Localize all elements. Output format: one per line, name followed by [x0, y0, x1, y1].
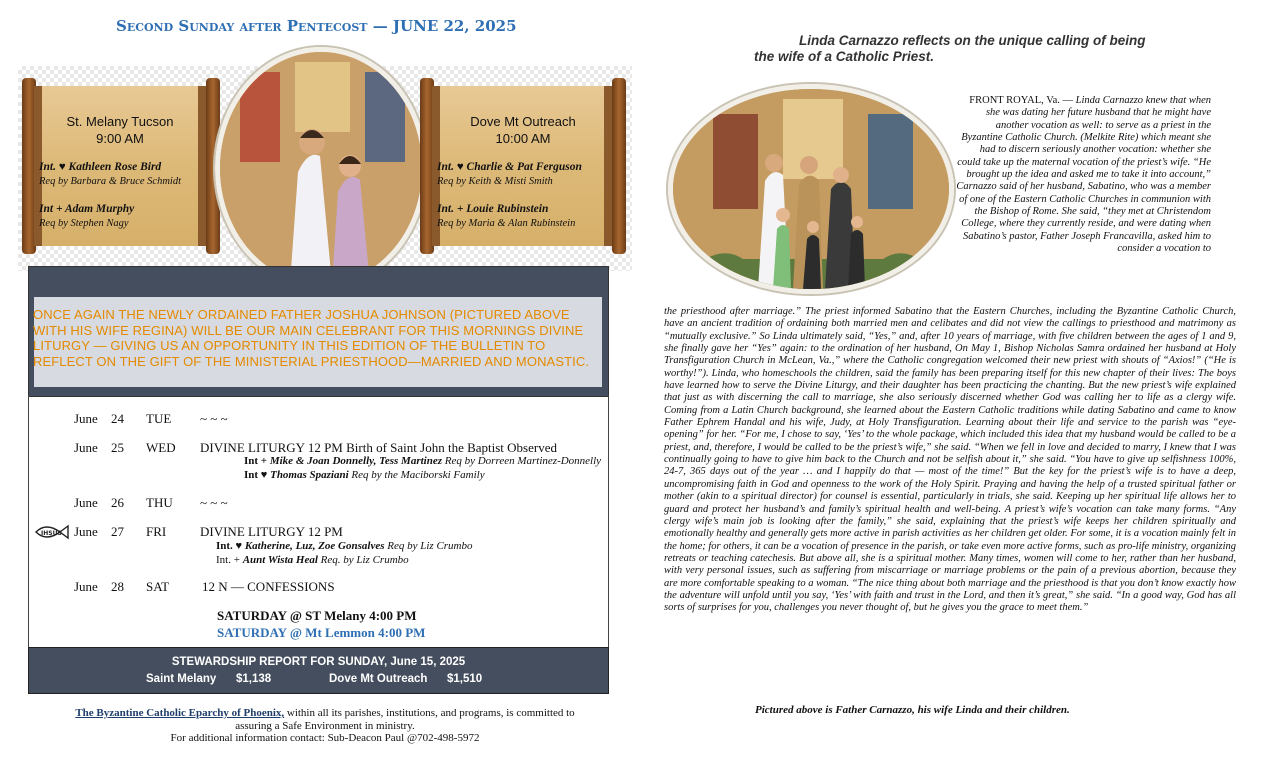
left-service-time: 9:00 AM: [96, 131, 144, 146]
int-names: Mike & Joan Donnelly, Tess Martinez: [269, 455, 442, 467]
bulletin-title: Second Sunday after Pentecost — JUNE 22, 2025: [116, 17, 517, 35]
int-request: Req by Dorreen Martinez-Donnelly: [442, 455, 602, 467]
sched-event: ~ ~ ~: [200, 495, 228, 510]
int-names: Thomas Spaziani: [270, 469, 349, 481]
announcement-text: ONCE AGAIN THE NEWLY ORDAINED FATHER JOSHUA JOHNSON (PICTURED ABOVE WITH HIS WIFE REGINA) WILL BE OUR MAIN CELEBRANT FOR THIS MORNINGS DIVINE LITURGY — GIVING US AN OPPORTUNITY IN THIS EDITION OF THE BULLETIN TO REFLECT ON THE GIFT OF THE MINISTERIAL PRIESTHOOD—MARRIED AND MONASTIC.: [33, 307, 590, 369]
article-title-line-1: Linda Carnazzo reflects on the unique calling of being: [799, 33, 1146, 48]
family-photo-illustration: [673, 89, 949, 289]
stewardship-parish-1: Saint Melany: [146, 673, 217, 685]
right-service-time: 10:00 AM: [495, 131, 551, 146]
sched-event: 12 N — CONFESSIONS: [202, 579, 335, 594]
stewardship-amount-1: $1,138: [236, 673, 272, 685]
photo-illustration: [220, 52, 422, 284]
sched-intention: [244, 455, 601, 467]
sched-day: 25: [111, 440, 124, 455]
ichthys-fish-icon: [34, 524, 70, 540]
article-side-text: Linda Carnazzo knew that when she was dating her future husband that he might have another vocation as well: to serve as a priest in the Byzantine Catholic Church. (Melkite Rite) which meant she had to discern seriously another vocation: whether she could take up the maternal vocation of the priest’s wife. “He brought up the idea and asked me to take it into account,” Carnazzo said of her husband, Sabatino, who was a member of one of the Eastern Catholic Churches in communion with the Bishop of Rome. She said, “they met at Christendom College, where they currently reside, and were dating when Sabatino’s pastor, Father Joseph Francavilla, asked him to consider a vocation to: [956, 95, 1211, 255]
int-request: Req. by Liz Crumbo: [317, 554, 409, 566]
sched-day: 26: [111, 495, 124, 510]
article-main-text: the priesthood after marriage.” The priest informed Sabatino that the Eastern Churches, including the Byzantine Catholic Church, have an ancient tradition of ordaining both married men and celibates and did not view the callings to priesthood and matrimony as “mutually exclusive.” So Linda ultimately said, “Yes,” and, after 10 years of marriage, with five children between the ages of 1 and 9, she finally gave her “Yes” again: to the ordination of her husband, On May 1, Bishop Nicholas Samra ordained her husband at Holy Transfiguration Church in McLean, Va.,” where the Catholic congregation welcomed their new priest with shouts of “Axios!” (“He is worthy!”). Linda, who homeschools the children, said the family has been preparing itself for this new chapter of their lives: The boys have learned how to serve the Divine Liturgy, and their daughter has been practicing the chanting. But the new priest’s wife explained that just as with discerning the call to marriage, she also seriously discerned whether God was calling her to life as a clergy wife. Coming from a Latin Church background, she learned about the Eastern Catholic traditions while dating Sabatino and came to know Father Ephrem Handal and his wife, Judy, at Holy Transfiguration. Learning about their life and service to the parish was “eye-opening” for her. “For me, I chose to say, ‘Yes’ to the whole package, which included this idea that my husband would be called to be a priest, and, therefore, I would be called to be the priest’s wife,” she said. “When we fell in love and decided to marry, I knew that I was continually going to have to give him back to the Church and not be selfish about it,” she said. “You have to give up selfishness 100%, 24-7, 365 days out of the year … and I happily do that — most of the time!” But the key for the priest’s wife is to have a deep, uncompromising faith in God and openness to the work of the Holy Spirit. Praying and having the help of a trusted spiritual father or mother (akin to a spiritual director) for counsel is essential, particularly in trials, she said. Keeping up her spiritual life allows her to guard and protect her husband’s and family’s spiritual health and well-being. A priest’s wife’s vocation can take many forms. “Any clergy wife’s main job is looking after the family,” she said, explaining that the priest’s wife keeps her children spiritually and emotionally healthy and generally gets more active in parish activities as her children get older. For some, it is a vocation mainly felt in the home; for others, it can be a vocation of presence in the parish, or take even more active forms, such as pro-life ministry, organizing retreats or teaching catechesis. But above all, she is a spiritual mother. Many times, women will come to her, rather than her husband, with very personal issues, such as suffering from miscarriage or marriage problems or the pain of a previous abortion, because they are more comfortable speaking to a woman. “The nice thing about both marriage and the priesthood is that you don’t know exactly how the adventure will unfold until you say, ‘Yes’ with faith and trust in the Lord, and then it’s great,” she said. “In a good way, God has all sorts of surprises for you, challenges you never thought of, but he gives you the grace to meet them.”: [664, 306, 1236, 614]
sched-dow: SAT: [146, 579, 170, 594]
saturday-mt-lemmon: SATURDAY @ Mt Lemmon 4:00 PM: [217, 625, 426, 640]
carnazzo-family-photo: [668, 84, 954, 294]
sched-month: June: [74, 524, 98, 539]
int-prefix: Int +: [244, 455, 270, 467]
safe-environment-footer: [70, 707, 580, 745]
int-prefix: Int ♥: [244, 469, 271, 481]
article-title: [754, 33, 1234, 65]
saturday-st-melany: SATURDAY @ ST Melany 4:00 PM: [217, 608, 417, 623]
sched-month: June: [74, 440, 98, 455]
sched-event: DIVINE LITURGY 12 PM Birth of Saint John the Baptist Observed: [200, 440, 557, 455]
scroll-rod-right: [612, 78, 626, 254]
left-request-1: Req by Barbara & Bruce Schmidt: [39, 176, 182, 187]
sched-month: June: [74, 411, 98, 426]
int-request: Req by Liz Crumbo: [384, 540, 473, 552]
sched-month: June: [74, 495, 98, 510]
stewardship-amount-2: $1,510: [447, 673, 483, 685]
left-request-2: Req by Stephen Nagy: [39, 218, 129, 229]
sched-dow: FRI: [146, 524, 167, 539]
sched-day: 28: [111, 579, 124, 594]
left-intention-2: Int + Adam Murphy: [39, 203, 135, 215]
int-prefix: Int. ♥: [216, 540, 245, 552]
article-title-line-2: the wife of a Catholic Priest.: [754, 49, 935, 64]
sched-month: June: [74, 579, 98, 594]
right-request-2: Req by Maria & Alan Rubinstein: [437, 218, 576, 229]
sched-day: 27: [111, 524, 124, 539]
sched-event: DIVINE LITURGY 12 PM: [200, 524, 343, 539]
eparchy-link[interactable]: The Byzantine Catholic Eparchy of Phoenix,: [75, 707, 285, 719]
footer-statement: within all its parishes, institutions, and programs, is committed to assuring a Safe Environment in ministry.: [235, 707, 575, 732]
int-prefix: Int. +: [216, 554, 243, 566]
sched-dow: WED: [146, 440, 176, 455]
right-request-1: Req by Keith & Misti Smith: [437, 176, 553, 187]
int-names: Katherine, Luz, Zoe Gonsalves: [244, 540, 385, 552]
sched-event: ~ ~ ~: [200, 411, 228, 426]
left-scroll: [20, 78, 220, 254]
article-dateline: FRONT ROYAL, Va. —: [969, 95, 1074, 106]
ichthys-label: IHSUS: [41, 530, 62, 537]
sched-day: 24: [111, 411, 124, 426]
announcement-panel: [28, 266, 609, 397]
int-names: Aunt Wista Heal: [242, 554, 318, 566]
right-intention-1: Int. ♥ Charlie & Pat Ferguson: [437, 161, 582, 173]
right-scroll: [418, 78, 628, 254]
int-request: Req by the Maciborski Family: [348, 469, 485, 481]
right-intention-2: Int. + Louie Rubinstein: [437, 203, 549, 215]
sched-intention: [216, 540, 473, 552]
stewardship-parish-2: Dove Mt Outreach: [329, 673, 428, 685]
sched-dow: THU: [146, 495, 173, 510]
sched-dow: TUE: [146, 411, 172, 426]
sched-intention: [244, 469, 485, 481]
stewardship-report: [28, 647, 609, 694]
left-intention-1: Int. ♥ Kathleen Rose Bird: [39, 161, 162, 173]
footer-contact: For additional information contact: Sub-Deacon Paul @702-498-5972: [170, 732, 480, 744]
sched-intention: [216, 554, 409, 566]
priest-and-wife-photo: [215, 47, 427, 289]
left-church-name: St. Melany Tucson: [66, 114, 174, 129]
article-side-column: [956, 95, 1211, 255]
stewardship-title: STEWARDSHIP REPORT FOR SUNDAY, June 15, 2025: [171, 656, 466, 668]
photo-caption: Pictured above is Father Carnazzo, his wife Linda and their children.: [755, 704, 1070, 716]
right-church-name: Dove Mt Outreach: [470, 114, 576, 129]
